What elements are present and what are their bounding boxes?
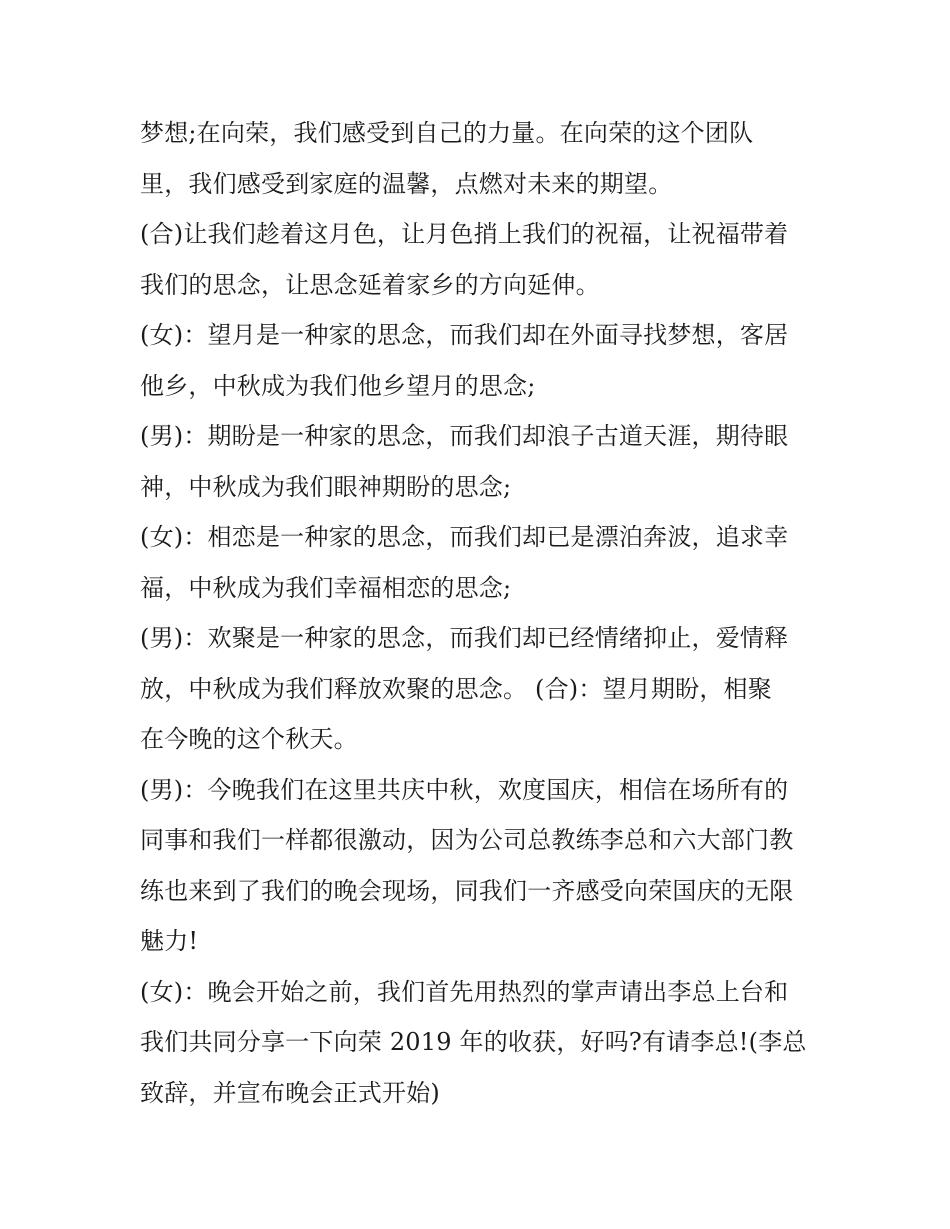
text-line-11: (男)：欢聚是一种家的思念，而我们却已经情绪抑止，爱情释 bbox=[140, 624, 789, 652]
text-line-17: 魅力! bbox=[140, 927, 199, 955]
body-text bbox=[140, 108, 830, 1118]
text-line-18: (女)：晚会开始之前，我们首先用热烈的掌声请出李总上台和 bbox=[140, 977, 789, 1006]
text-line-16: 练也来到了我们的晚会现场，同我们一齐感受向荣国庆的无限 bbox=[140, 876, 794, 905]
text-line-13: 在今晚的这个秋天。 bbox=[140, 725, 358, 753]
text-line-15: 同事和我们一样都很激动，因为公司总教练李总和六大部门教 bbox=[140, 826, 794, 854]
text-line-10: 福，中秋成为我们幸福相恋的思念; bbox=[140, 573, 512, 602]
text-line-6: 他乡，中秋成为我们他乡望月的思念; bbox=[140, 371, 536, 400]
text-line-3: (合)让我们趁着这月色，让月色捎上我们的祝福，让祝福带着 bbox=[140, 220, 789, 248]
text-line-12: 放，中秋成为我们释放欢聚的思念。 (合)：望月期盼，相聚 bbox=[140, 674, 772, 703]
text-line-19: 我们共同分享一下向荣 2019 年的收获，好吗?有请李总!(李总 bbox=[140, 1028, 807, 1056]
text-line-8: 神，中秋成为我们眼神期盼的思念; bbox=[140, 472, 512, 501]
text-line-1: 梦想;在向荣，我们感受到自己的力量。在向荣的这个团队 bbox=[140, 119, 754, 147]
text-line-4: 我们的思念，让思念延着家乡的方向延伸。 bbox=[140, 270, 600, 299]
text-line-20: 致辞，并宣布晚会正式开始) bbox=[140, 1078, 440, 1107]
text-line-9: (女)：相恋是一种家的思念，而我们却已是漂泊奔波，追求幸 bbox=[140, 523, 789, 551]
text-line-14: (男)：今晚我们在这里共庆中秋，欢度国庆，相信在场所有的 bbox=[140, 775, 789, 804]
text-line-2: 里，我们感受到家庭的温馨，点燃对未来的期望。 bbox=[140, 169, 673, 198]
text-line-7: (男)：期盼是一种家的思念，而我们却浪子古道天涯，期待眼 bbox=[140, 422, 789, 450]
text-line-5: (女)：望月是一种家的思念，而我们却在外面寻找梦想，客居 bbox=[140, 321, 789, 349]
